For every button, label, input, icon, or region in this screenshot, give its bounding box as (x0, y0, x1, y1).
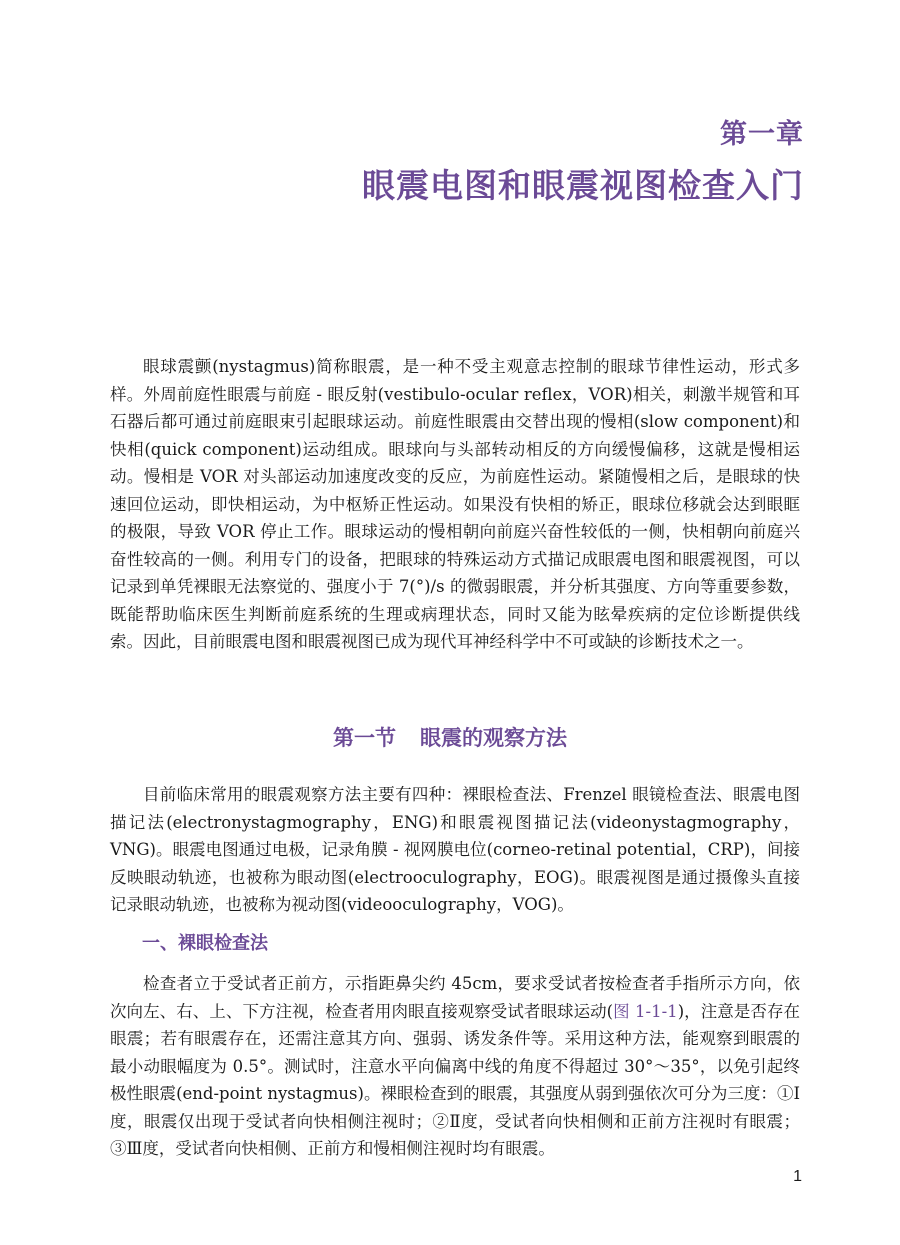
subsection-text-part1: 检查者立于受试者正前方，示指距鼻尖约 45cm，要求受试者按检查者手指所示方向，依次向左、右、上、下方注视，检查者用肉眼直接观察受试者眼球运动( (110, 974, 800, 1021)
page-number: 1 (793, 1168, 802, 1185)
intro-paragraph: 眼球震颤(nystagmus)简称眼震，是一种不受主观意志控制的眼球节律性运动，形式多样。外周前庭性眼震与前庭 - 眼反射(vestibulo-ocular reflex，VOR)相关，刺激半规管和耳石器后都可通过前庭眼束引起眼球运动。前庭性眼震由交替出现的慢相(slow component)和快相(quick component)运动组成。眼球向与头部转动相反的方向缓慢偏移，这就是慢相运动。慢相是 VOR 对头部运动加速度改变的反应，为前庭性运动。紧随慢相之后，是眼球的快速回位运动，即快相运动，为中枢矫正性运动。如果没有快相的矫正，眼球位移就会达到眼眶的极限，导致 VOR 停止工作。眼球运动的慢相朝向前庭兴奋性较低的一侧，快相朝向前庭兴奋性较高的一侧。利用专门的设备，把眼球的特殊运动方式描记成眼震电图和眼震视图，可以记录到单凭裸眼无法察觉的、强度小于 7(°)/s 的微弱眼震，并分析其强度、方向等重要参数，既能帮助临床医生判断前庭系统的生理或病理状态，同时又能为眩晕疾病的定位诊断提供线索。因此，目前眼震电图和眼震视图已成为现代耳神经科学中不可或缺的诊断技术之一。 (110, 357, 800, 651)
section-heading (0, 722, 900, 752)
subsection-paragraph (110, 970, 800, 1163)
subsection-title: 一、裸眼检查法 (142, 933, 268, 954)
subsection-text-part2: )，注意是否存在眼震；若有眼震存在，还需注意其方向、强弱、诱发条件等。采用这种方法，能观察到眼震的最小动眼幅度为 0.5°。测试时，注意水平向偏离中线的角度不得超过 30°～35°，以免引起终极性眼震(end-point nystagmus)。裸眼检查到的眼震，其强度从弱到强依次可分为三度：①Ⅰ度，眼震仅出现于受试者向快相侧注视时；②Ⅱ度，受试者向快相侧和正前方注视时有眼震；③Ⅲ度，受试者向快相侧、正前方和慢相侧注视时均有眼震。 (110, 1001, 801, 1158)
section-title: 眼震的观察方法 (420, 726, 567, 750)
figure-reference-link[interactable]: 图 1-1-1 (613, 1001, 678, 1021)
chapter-label: 第一章 (720, 119, 804, 150)
section-paragraph: 目前临床常用的眼震观察方法主要有四种：裸眼检查法、Frenzel 眼镜检查法、眼震电图描记法(electronystagmography，ENG)和眼震视图描记法(videonystagmography，VNG)。眼震电图通过电极，记录角膜 - 视网膜电位(corneo-retinal potential，CRP)，间接反映眼动轨迹，也被称为眼动图(electrooculography，EOG)。眼震视图是通过摄像头直接记录眼动轨迹，也被称为视动图(videooculography，VOG)。 (110, 785, 800, 914)
section-number: 第一节 (333, 726, 396, 750)
chapter-title: 眼震电图和眼震视图检查入门 (362, 166, 804, 205)
